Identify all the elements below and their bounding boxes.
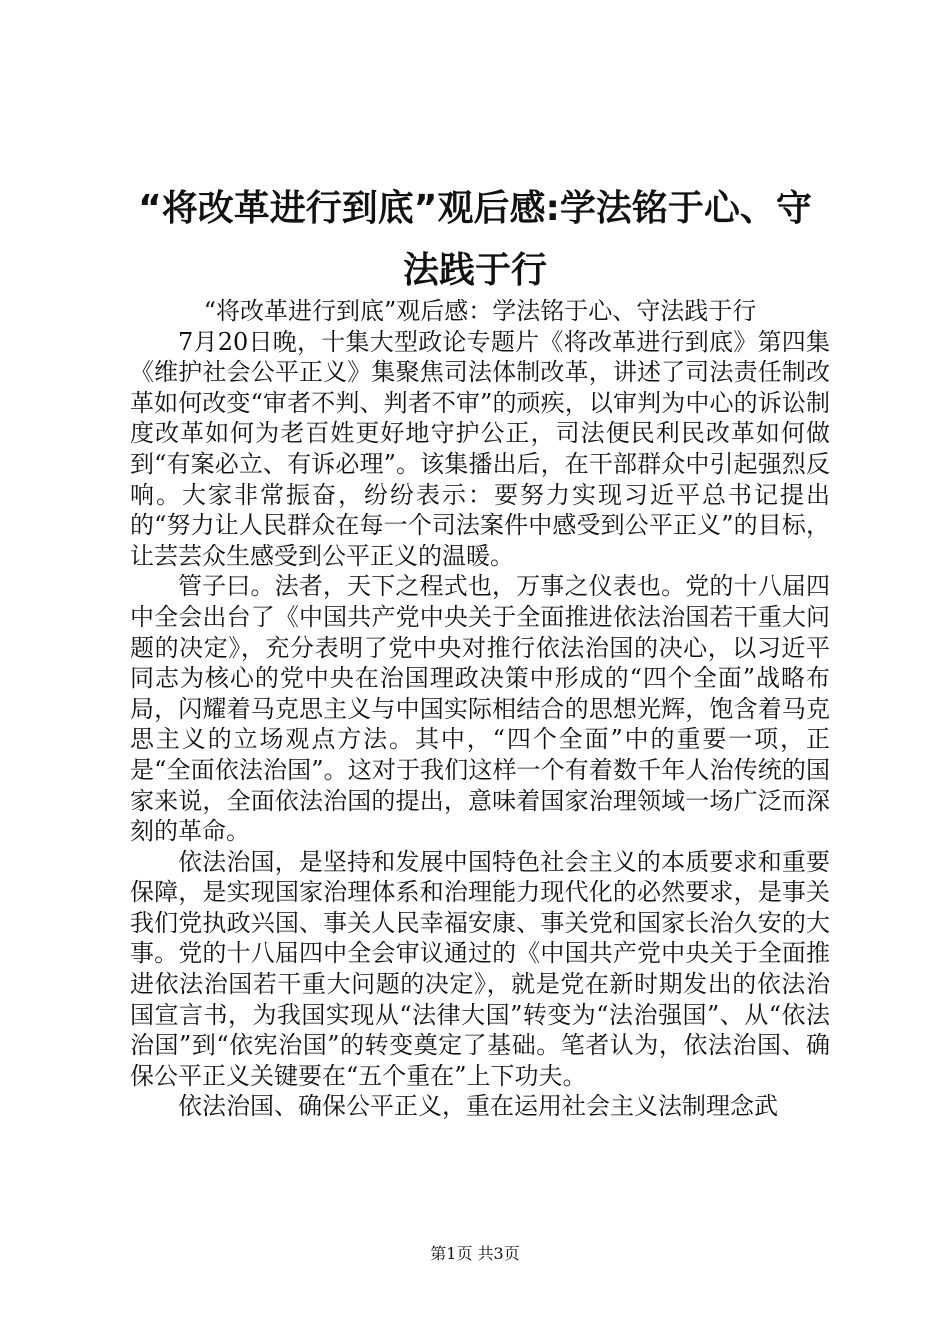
paragraph-2: 管子曰。法者，天下之程式也，万事之仪表也。党的十八届四中全会出台了《中国共产党中央关于全面推进依法治国若干重大问题的决定》，充分表明了党中央对推行依法治国的决心，以习近平同志为核心的党中央在治国理政决策中形成的“四个全面”战略布局，闪耀着马克思主义与中国实际相结合的思想光辉，饱含着马克思主义的立场观点方法。其中，“四个全面”中的重要一项，正是“全面依法治国”。这对于我们这样一个有着数千年人治传统的国家来说，全面依法治国的提出，意味着国家治理领域一场广泛而深刻的革命。 xyxy=(130,572,830,846)
document-title: “将改革进行到底”观后感:学法铭于心、守法践于行 xyxy=(138,188,812,291)
page-footer: 第1页 共3页 xyxy=(430,1244,520,1263)
document-body xyxy=(130,296,830,1122)
paragraph-3: 依法治国，是坚持和发展中国特色社会主义的本质要求和重要保障，是实现国家治理体系和治理能力现代化的必然要求，是事关我们党执政兴国、事关人民幸福安康、事关党和国家长治久安的大事。党的十八届四中全会审议通过的《中国共产党中央关于全面推进依法治国若干重大问题的决定》，就是党在新时期发出的依法治国宣言书，为我国实现从“法律大国”转变为“法治强国”、从“依法治国”到“依宪治国”的转变奠定了基础。笔者认为，依法治国、确保公平正义关键要在“五个重在”上下功夫。 xyxy=(130,847,830,1090)
document-subtitle: “将改革进行到底”观后感：学法铭于心、守法践于行 xyxy=(203,297,757,325)
paragraph-4: 依法治国、确保公平正义，重在运用社会主义法制理念武 xyxy=(178,1092,778,1121)
paragraph-1: 7月20日晚，十集大型政论专题片《将改革进行到底》第四集《维护社会公平正义》集聚焦司法体制改革，讲述了司法责任制改革如何改变“审者不判、判者不审”的顽疾，以审判为中心的诉讼制度改革如何为老百姓更好地守护公正，司法便民利民改革如何做到“有案必立、有诉必理”。该集播出后，在干部群众中引起强烈反响。大家非常振奋，纷纷表示：要努力实现习近平总书记提出的“努力让人民群众在每一个司法案件中感受到公平正义”的目标，让芸芸众生感受到公平正义的温暖。 xyxy=(130,327,830,570)
